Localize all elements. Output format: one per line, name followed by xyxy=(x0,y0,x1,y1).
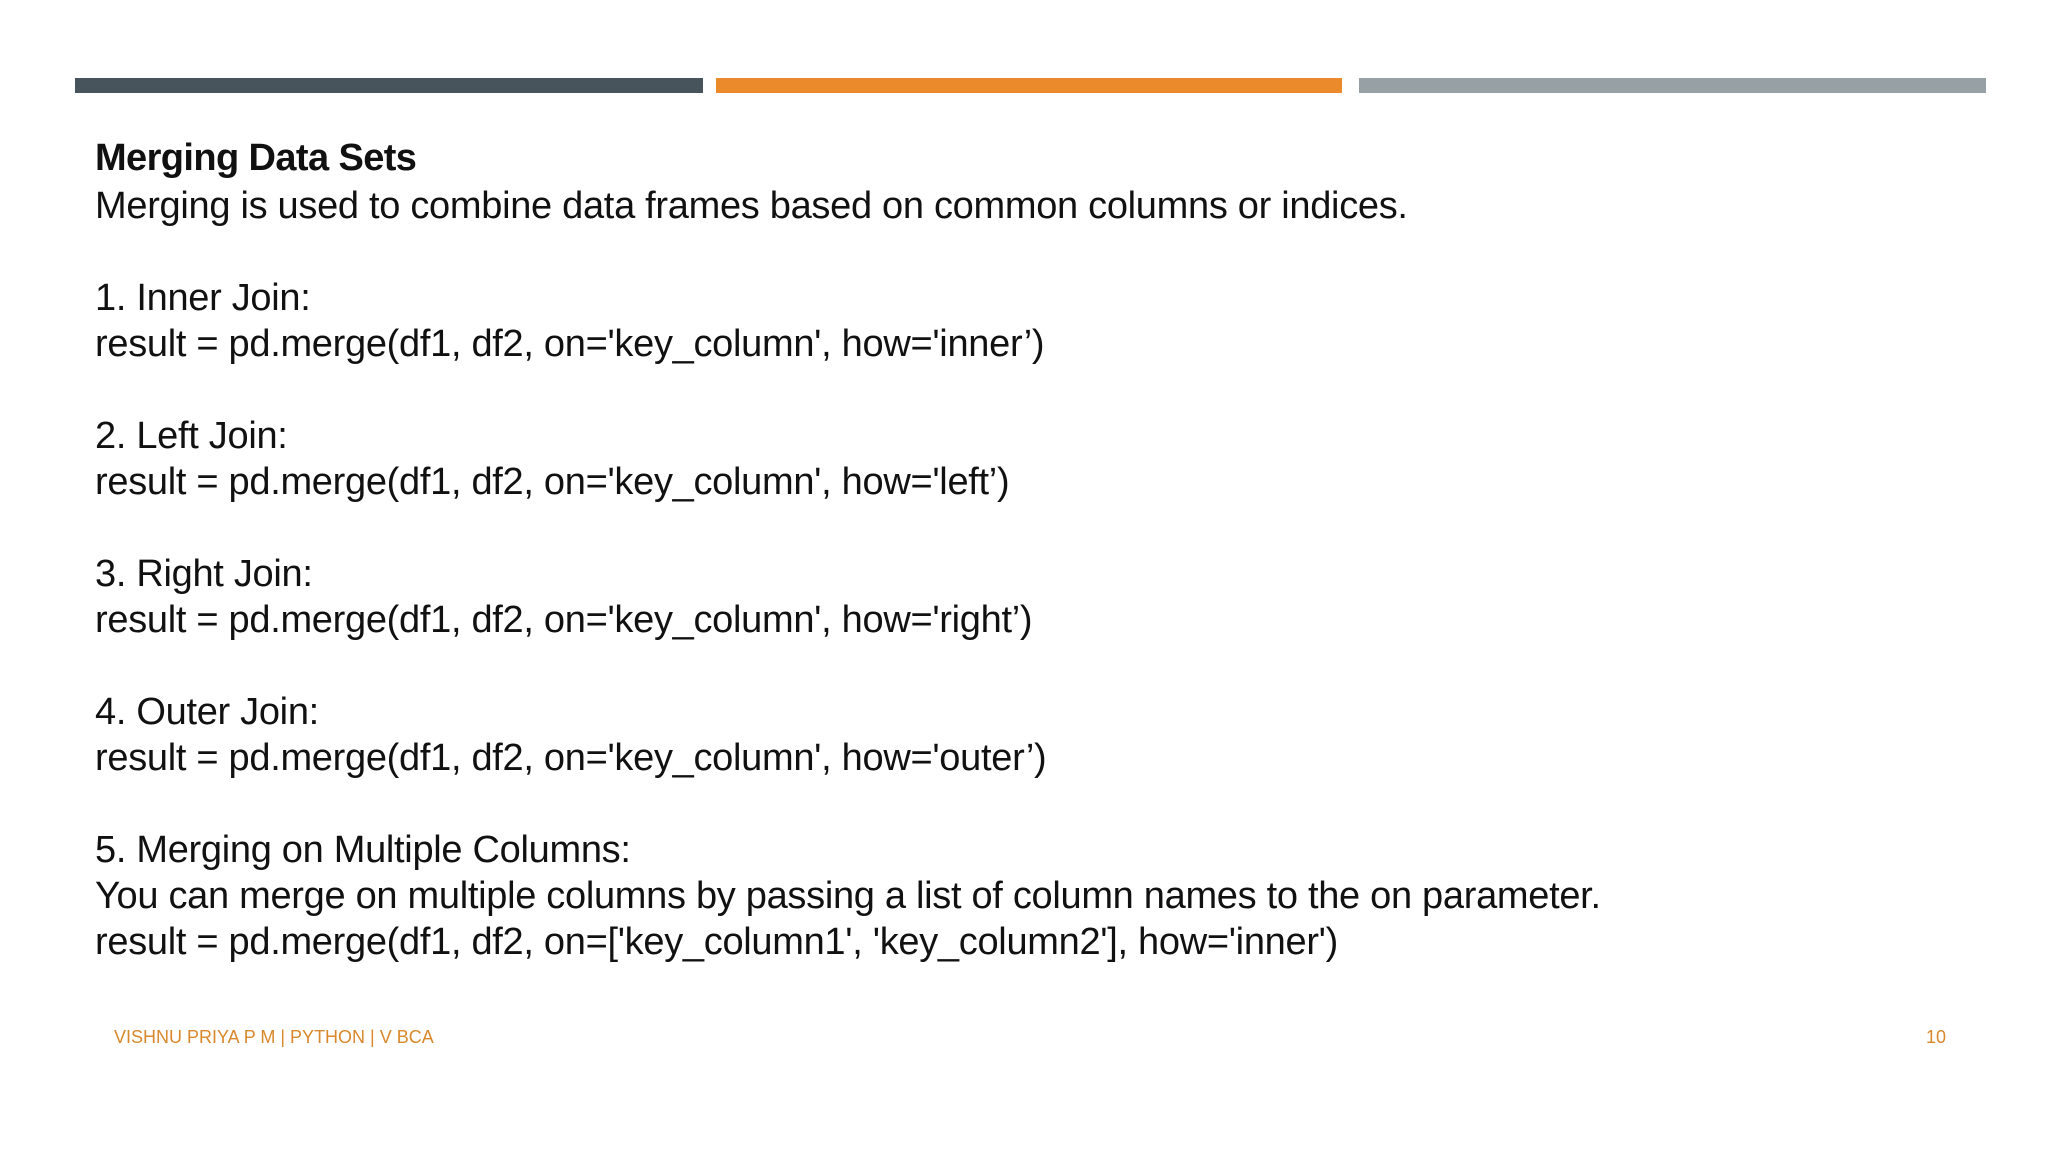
accent-bar-orange xyxy=(716,78,1342,93)
section-heading: 3. Right Join: xyxy=(95,553,313,595)
code-line: result = pd.merge(df1, df2, on=['key_column1', 'key_column2'], how='inner') xyxy=(95,921,1338,963)
slide-title: Merging Data Sets xyxy=(95,137,417,179)
section-heading: 5. Merging on Multiple Columns: xyxy=(95,829,631,871)
code-line: result = pd.merge(df1, df2, on='key_column', how='inner’) xyxy=(95,323,1045,365)
footer-credit: VISHNU PRIYA P M | PYTHON | V BCA xyxy=(114,1027,434,1047)
slide-content xyxy=(95,133,1975,965)
section-right-join xyxy=(95,551,1975,643)
section-left-join xyxy=(95,413,1975,505)
code-line: result = pd.merge(df1, df2, on='key_column', how='outer’) xyxy=(95,737,1047,779)
description-line: You can merge on multiple columns by passing a list of column names to the on parameter. xyxy=(95,875,1601,917)
intro-text: Merging is used to combine data frames based on common columns or indices. xyxy=(95,185,1408,227)
section-heading: 2. Left Join: xyxy=(95,415,288,457)
section-outer-join xyxy=(95,689,1975,781)
code-line: result = pd.merge(df1, df2, on='key_column', how='left’) xyxy=(95,461,1010,503)
accent-bar-dark xyxy=(75,78,703,93)
section-multiple-columns xyxy=(95,827,1975,965)
section-inner-join xyxy=(95,275,1975,367)
accent-bar-gray xyxy=(1359,78,1986,93)
page-number: 10 xyxy=(1925,1027,1946,1047)
code-line: result = pd.merge(df1, df2, on='key_column', how='right’) xyxy=(95,599,1033,641)
section-heading: 1. Inner Join: xyxy=(95,277,311,319)
section-heading: 4. Outer Join: xyxy=(95,691,319,733)
